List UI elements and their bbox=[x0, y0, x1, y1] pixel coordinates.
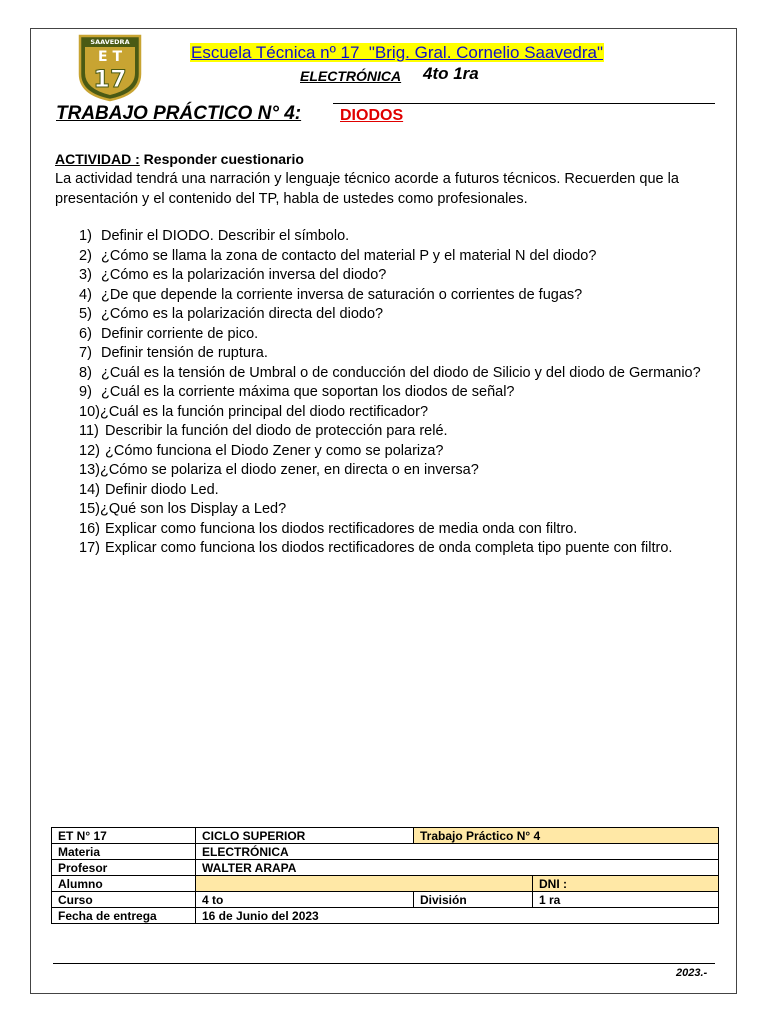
question-item bbox=[55, 500, 720, 520]
question-text: Explicar como funciona los diodos rectificadores de media onda con filtro. bbox=[105, 520, 578, 537]
student-name-field[interactable] bbox=[196, 876, 533, 892]
tp-title: TRABAJO PRÁCTICO N° 4: bbox=[56, 103, 302, 124]
department-title: ELECTRÓNICA bbox=[300, 68, 402, 84]
subject-label-cell: Materia bbox=[52, 844, 196, 860]
question-number: 9) bbox=[79, 384, 92, 400]
school-logo bbox=[78, 34, 142, 102]
question-list bbox=[55, 227, 720, 559]
question-number: 8) bbox=[79, 364, 92, 381]
question-item bbox=[55, 325, 720, 345]
question-number: 6) bbox=[79, 325, 92, 342]
tp-topic: DIODOS bbox=[340, 107, 404, 124]
activity-title: Responder cuestionario bbox=[143, 151, 304, 167]
tp-label-cell: Trabajo Práctico N° 4 bbox=[414, 828, 719, 844]
logo-number-text: 17 bbox=[93, 65, 127, 93]
school-name: Escuela Técnica nº 17 "Brig. Gral. Cornelio Saavedra" bbox=[191, 43, 604, 62]
question-item bbox=[55, 266, 720, 286]
question-text: ¿Cuál es la tensión de Umbral o de conducción del diodo de Silicio y del diodo de Germanio? bbox=[101, 364, 701, 381]
subject-value-cell: ELECTRÓNICA bbox=[196, 844, 719, 860]
table-row bbox=[52, 892, 719, 908]
due-label-cell: Fecha de entrega bbox=[52, 908, 196, 924]
table-row bbox=[52, 828, 719, 844]
question-text: ¿Cómo funciona el Diodo Zener y como se polariza? bbox=[105, 442, 444, 459]
question-number: 7) bbox=[79, 345, 92, 361]
question-text: Definir corriente de pico. bbox=[101, 325, 259, 342]
teacher-label-cell: Profesor bbox=[52, 860, 196, 876]
question-number: 14) bbox=[79, 481, 100, 498]
question-text: ¿Cómo se polariza el diodo zener, en directa o en inversa? bbox=[99, 462, 479, 478]
question-item bbox=[55, 422, 720, 442]
activity-label: ACTIVIDAD : bbox=[55, 151, 140, 167]
question-number: 5) bbox=[79, 306, 92, 322]
question-item bbox=[55, 227, 720, 247]
due-value-cell: 16 de Junio del 2023 bbox=[196, 908, 719, 924]
question-number: 10) bbox=[79, 403, 100, 420]
question-item bbox=[55, 539, 720, 559]
header-divider bbox=[333, 103, 715, 104]
student-info-table bbox=[51, 827, 719, 924]
question-number: 11) bbox=[79, 423, 99, 439]
question-text: ¿Qué son los Display a Led? bbox=[99, 501, 287, 517]
question-text: ¿Cómo es la polarización inversa del diodo? bbox=[101, 267, 387, 283]
question-number: 1) bbox=[79, 228, 92, 244]
question-text: ¿Cómo se llama la zona de contacto del material P y el material N del diodo? bbox=[101, 247, 597, 264]
teacher-value-cell: WALTER ARAPA bbox=[196, 860, 719, 876]
question-number: 4) bbox=[79, 286, 92, 303]
question-text: ¿De que depende la corriente inversa de saturación o corrientes de fugas? bbox=[101, 286, 583, 303]
question-item bbox=[55, 442, 720, 462]
footer-divider bbox=[53, 963, 715, 964]
course-label-cell: Curso bbox=[52, 892, 196, 908]
question-item bbox=[55, 481, 720, 501]
question-text: ¿Cómo es la polarización directa del diodo? bbox=[101, 306, 384, 322]
question-item bbox=[55, 461, 720, 481]
question-item bbox=[55, 344, 720, 364]
question-number: 16) bbox=[79, 520, 100, 537]
table-row bbox=[52, 844, 719, 860]
question-number: 15) bbox=[79, 501, 100, 517]
division-value-cell: 1 ra bbox=[533, 892, 719, 908]
question-number: 13) bbox=[79, 462, 100, 478]
question-number: 3) bbox=[79, 267, 92, 283]
question-item bbox=[55, 364, 720, 384]
question-item bbox=[55, 383, 720, 403]
question-item bbox=[55, 247, 720, 267]
question-text: Definir el DIODO. Describir el símbolo. bbox=[101, 228, 350, 244]
dni-field[interactable]: DNI : bbox=[533, 876, 719, 892]
footer-year: 2023.- bbox=[676, 967, 708, 979]
question-number: 2) bbox=[79, 247, 92, 264]
division-label-cell: División bbox=[414, 892, 533, 908]
question-text: Definir diodo Led. bbox=[105, 481, 219, 498]
question-text: ¿Cuál es la función principal del diodo rectificador? bbox=[99, 403, 429, 420]
question-item bbox=[55, 520, 720, 540]
question-number: 17) bbox=[79, 540, 100, 556]
question-number: 12) bbox=[79, 442, 100, 459]
table-row bbox=[52, 908, 719, 924]
table-row bbox=[52, 860, 719, 876]
grade-label: 4to 1ra bbox=[423, 64, 479, 83]
question-item bbox=[55, 305, 720, 325]
activity-heading bbox=[55, 151, 304, 167]
logo-banner-text: SAAVEDRA bbox=[90, 38, 130, 46]
question-text: ¿Cuál es la corriente máxima que soportan los diodos de señal? bbox=[101, 384, 515, 400]
school-label-cell: ET N° 17 bbox=[52, 828, 196, 844]
student-label-cell: Alumno bbox=[52, 876, 196, 892]
activity-intro: La actividad tendrá una narración y lenguaje técnico acorde a futuros técnicos. Recuerden que la presentación y el contenido del TP, habla de ustedes como profesionales. bbox=[55, 171, 679, 207]
logo-et-text: E T bbox=[98, 49, 122, 65]
cycle-cell: CICLO SUPERIOR bbox=[196, 828, 414, 844]
course-value-cell: 4 to bbox=[196, 892, 414, 908]
question-text: Explicar como funciona los diodos rectificadores de onda completa tipo puente con filtro. bbox=[105, 540, 673, 556]
table-row bbox=[52, 876, 719, 892]
question-item bbox=[55, 286, 720, 306]
question-item bbox=[55, 403, 720, 423]
question-text: Describir la función del diodo de protección para relé. bbox=[105, 423, 448, 439]
question-text: Definir tensión de ruptura. bbox=[101, 345, 268, 361]
